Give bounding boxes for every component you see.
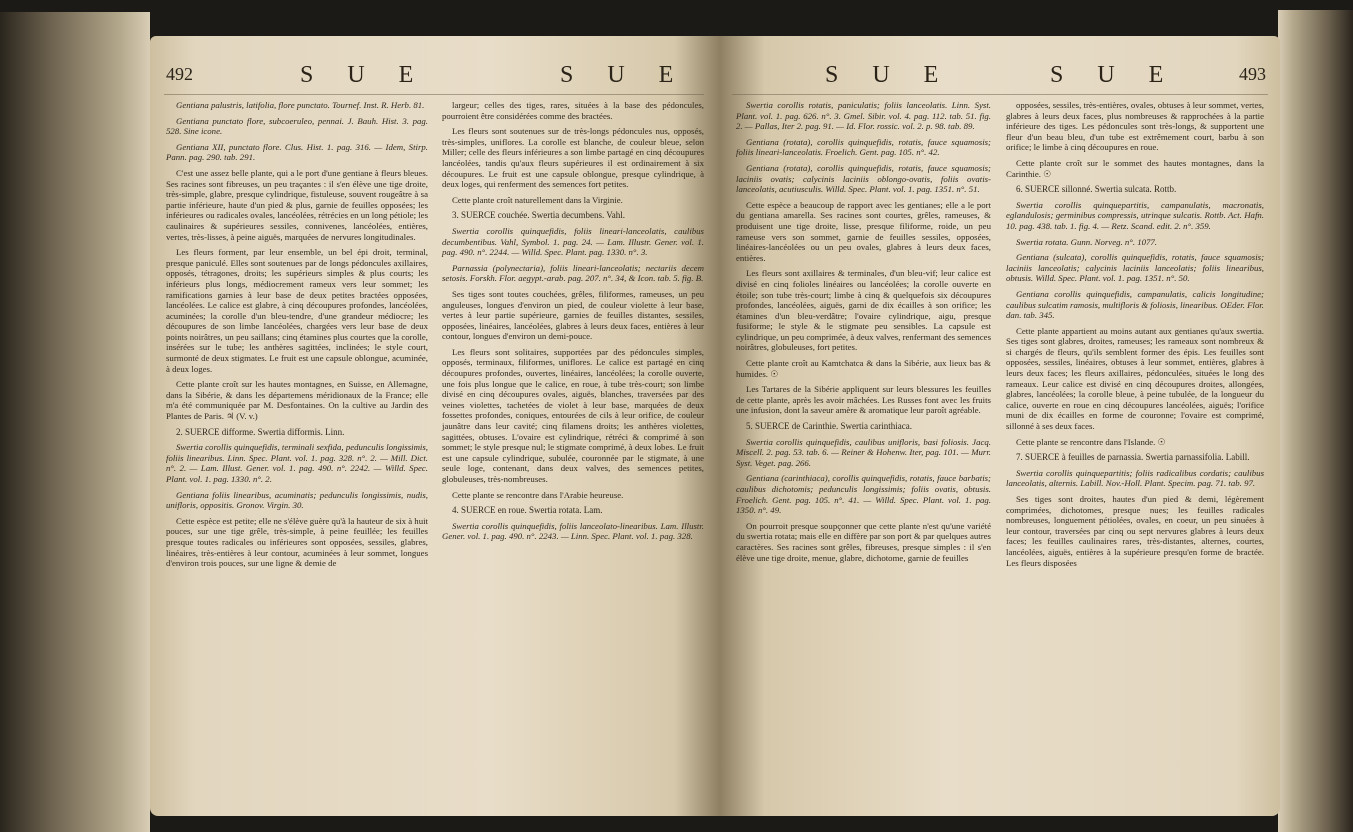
- paragraph: Cette plante croît sur les hautes montagnes, en Suisse, en Allemagne, dans la Sibérie, & dans les départemens méridionaux de la France; elle m'a été communiquée par M. Desfontaines. On la cultive au Jardin des Plantes de Paris. ♃ (V. v.): [166, 379, 428, 422]
- paragraph: Swertia corollis quinquefidis, foliis lanceolato-linearibus. Lam. Illustr. Gener. vol. 1. pag. 490. n°. 2243. — Linn. Spec. Plant. vol. 1. pag. 328.: [442, 520, 704, 542]
- book-edge-left: [0, 12, 150, 832]
- paragraph: Gentiana XII, punctato flore. Clus. Hist. 1. pag. 316. — Idem, Stirp. Pann. pag. 290. tab. 291.: [166, 141, 428, 163]
- running-head: S U E: [300, 62, 428, 88]
- paragraph: On pourroit presque soupçonner que cette plante n'est qu'une variété du swertia rotata; mais elle en diffère par son port & par quelques autres caractères. Ses racines sont grêles, fibreuses, presque simples : il s'en élève une tige droite, menue, glabre, dichotome, garnie de feuilles: [736, 520, 991, 563]
- paragraph: Swertia corollis quinquepartitis, campanulatis, macronatis, eglandulosis; germinibus compressis, utrinque sulcatis. Rottb. Act. Hafn. 10. pag. 438. tab. 1. fig. 4. — Retz. Scand. edit. 2. n°. 359.: [1006, 199, 1264, 231]
- paragraph: largeur; celles des tiges, rares, situées à la base des pédoncules, pourroient être considérées comme des bractées.: [442, 100, 704, 121]
- text-column: [1006, 100, 1264, 573]
- header-rule: [732, 94, 1268, 95]
- page-number-left: 492: [166, 64, 193, 84]
- paragraph: Les fleurs sont solitaires, supportées par des pédoncules simples, opposés, terminaux, filiformes, uniflores. Le calice est partagé en cinq découpures profondes, ouvertes, linéaires, lancéolées; la corolle ouverte, une fois plus longue que le calice, en roue, à tube très-court; son limbe divisé en cinq découpures ovales, aiguës, blanches, traversées par des veines violettes, tachetées de violet à leur base, marquées de deux fossettes profondes, coniques, entourées de cils à leur orifice, de couleur jaunâtre dans leur cavité; cinq filamens droits; les anthères violettes, sagittées, obtuses. L'ovaire est cylindrique, rétréci & comprimé à son sommet; le style presque nul; le stigmate comprimé, à deux lobes. Le fruit est une capsule cylindrique, subulée, couronnée par le stigmate, à une seule loge, contenant, dans deux valves, des semences petites, globuleuses, très-nombreuses.: [442, 346, 704, 484]
- paragraph: 7. SUERCE à feuilles de parnassia. Swertia parnassifolia. Labill.: [1016, 452, 1250, 463]
- paragraph: Gentiana (rotata), corollis quinquefidis, rotatis, fauce squamosis; foliis lineari-lanceolatis. Froelich. Gent. pag. 105. n°. 42.: [736, 136, 991, 158]
- paragraph: 2. SUERCE difforme. Swertia difformis. Linn.: [176, 426, 345, 437]
- paragraph: 3. SUERCE couchée. Swertia decumbens. Vahl.: [452, 210, 626, 221]
- paragraph: Cette plante croît sur le sommet des hautes montagnes, dans la Carinthie. ☉: [1006, 157, 1264, 179]
- paragraph: Gentiana (rotata), corollis quinquefidis, rotatis, fauce squamosis; laciniis ovatis; calycinis laciniis oblongo-ovatis, foliis ovatis-lanceolatis, acutiusculis. Willd. Spec. Plant. vol. 1. pag. 1351. n°. 51.: [736, 162, 991, 195]
- paragraph: Gentiana punctato flore, subcoeruleo, pennai. J. Bauh. Hist. 3. pag. 528. Sine icone.: [166, 115, 428, 137]
- right-page: [720, 36, 1280, 816]
- paragraph: Cette plante se rencontre dans l'Islande. ☉: [1016, 436, 1166, 447]
- paragraph: Gentiana (carinthiaca), corollis quinquefidis, rotatis, fauce barbatis; caulibus dichotomis; pedunculis longissimis; foliis ovatis, obtusis. Froelich. Gent. pag. 105. n°. 41. — Willd. Spec. Plant. vol. 1. pag. 1350. n°. 49.: [736, 473, 991, 516]
- text-column: [736, 100, 991, 568]
- paragraph: Swertia corollis quinquefidis, foliis lineari-lanceolatis, caulibus decumbentibus. Vahl, Symbol. 1. pag. 24. — Lam. Illustr. Gener. vol. 1. pag. 490. n°. 2244. — Willd. Spec. Plant. pag. 1330. n°. 3.: [442, 225, 704, 258]
- paragraph: 4. SUERCE en roue. Swertia rotata. Lam.: [452, 505, 603, 516]
- paragraph: Swertia corollis quinquepartitis; foliis radicalibus cordatis; caulibus lanceolatis, alternis. Labill. Nov.-Holl. Plant. Specim. pag. 71. tab. 97.: [1006, 467, 1264, 489]
- paragraph: Gentiana corollis quinquefidis, campanulatis, calicis longitudine; caulibus sulcatim ramosis, multifloris & foliosis, linearibus. OEder. Flor. dan. tab. 345.: [1006, 288, 1264, 321]
- paragraph: Gentiana (sulcata), corollis quinquefidis, rotatis, fauce squamosis; laciniis lanceolatis; calycinis laciniis lanceolatis; foliis linearibus, obtusis. Willd. Spec. Plant. vol. 1. pag. 1351. n°. 50.: [1006, 252, 1264, 284]
- paragraph: 5. SUERCE de Carinthie. Swertia carinthiaca.: [746, 421, 912, 432]
- paragraph: Ses tiges sont toutes couchées, grêles, filiformes, rameuses, un peu anguleuses, longues d'environ un pied, de couleur violette à leur base, vertes à leur partie supérieure, garnies de feuilles distantes, sessiles, opposées, linéaires, lancéolées, glabres à leurs deux faces, entières à leur contour, longues d'environ un demi-pouce.: [442, 288, 704, 342]
- left-page: [150, 36, 720, 816]
- paragraph: Swertia corollis rotatis, paniculatis; foliis lanceolatis. Linn. Syst. Plant. vol. 1. pag. 626. n°. 3. Gmel. Sibir. vol. 4. pag. 112. tab. 51. fig. 2. — Pallas, Iter 2. pag. 91. — Id. Flor. rossic. vol. 2. p. 98. tab. 89.: [736, 100, 991, 132]
- page-number-right: 493: [1239, 64, 1266, 84]
- open-book: [150, 18, 1290, 830]
- text-column: [166, 100, 428, 574]
- paragraph: Cette plante se rencontre dans l'Arabie heureuse.: [452, 489, 624, 500]
- paragraph: Cette plante croît au Kamtchatca & dans la Sibérie, aux lieux bas & humides. ☉: [736, 358, 991, 379]
- paragraph: Les fleurs sont soutenues sur de très-longs pédoncules nus, opposés, très-simples, uniflores. La corolle est blanche, de couleur bleue, selon Miller; celle des fleurs inférieures a son limbe partagé en cinq découpures lancéolées, tandis qu'aux fleurs supérieures il est ordinairement à six découpures. Le fruit est une capsule oblongue, presque cylindrique, à deux loges, qui renferment des semences fort petites.: [442, 126, 704, 190]
- paragraph: Gentiana palustris, latifolia, flore punctato. Tournef. Inst. R. Herb. 81.: [176, 100, 425, 110]
- paragraph: Les fleurs forment, par leur ensemble, un bel épi droit, terminal, presque paniculé. Elles sont soutenues par de longs pédoncules axillaires, opposés, tétragones, droits; les supérieurs simples & plus courts; les inférieurs plus longs, médiocrement rameux vers leur sommet; les ramifications garnies à leur base de deux petites bractées opposées, lancéolées. Le calice est glabre, à cinq découpures profondes, lancéolées, acuminées; la corolle d'un bleu-tendre, d'une grandeur médiocre; les découpures de son limbe lancéolées, chargées vers leur base de deux points noirâtres, un peu saillans; cinq étamines plus courtes que la corolle, insérées sur le tube; les anthères sagittées, inclinées; le style court, surmonté de deux stigmates. Le fruit est une capsule oblongue, acuminée, à deux loges.: [166, 247, 428, 374]
- paragraph: Les Tartares de la Sibérie appliquent sur leurs blessures les feuilles de cette plante, après les avoir mâchées. Les Russes font avec les fruits une infusion, dont la saveur amère & aromatique leur paroît agréable.: [736, 384, 991, 416]
- paragraph: Swertia corollis quinquefidis, terminali sexfida, pedunculis longissimis, foliis linearibus. Linn. Spec. Plant. vol. 1. pag. 328. n°. 2. — Mill. Dict. n°. 2. — Lam. Illust. Gener. vol. 1. pag. 490. n°. 2242. — Willd. Spec. Plant. vol. 1. pag. 1330. n°. 2.: [166, 442, 428, 484]
- paragraph: Swertia rotata. Gunn. Norveg. n°. 1077.: [1016, 236, 1158, 247]
- running-head: S U E: [560, 62, 688, 88]
- paragraph: Cette espèce est petite; elle ne s'élève guère qu'à la hauteur de six à huit pouces, sur une tige grêle, très-simple, à peine feuillée; les feuilles presque toutes radicales ou inférieures sont opposées, sessiles, glabres, linéaires, très-entières à leur contour, acuminées à leur sommet, longues d'environ trois pouces, sur une ligne & demie de: [166, 515, 428, 569]
- running-head: S U E: [825, 62, 953, 88]
- paragraph: Cette plante croît naturellement dans la Virginie.: [452, 194, 623, 205]
- paragraph: Les fleurs sont axillaires & terminales, d'un bleu-vif; leur calice est divisé en cinq folioles linéaires ou lancéolées; la corolle ouverte en étoile; son tube très-court; limbe à cinq & quelquefois six découpures profondes, lancéolées, aiguës, garni de dix écailles à son orifice; les étamines d'un bleu-verdâtre; l'ovaire cylindrique, aigu, presque fusiforme; le style & le stigmate peu sensibles. La capsule est cylindrique, un peu comprimée, à deux valves, renfermant des semences noirâtres, globuleuses, fort petites.: [736, 268, 992, 353]
- paragraph: Cette plante appartient au moins autant aux gentianes qu'aux swertia. Ses tiges sont glabres, droites, rameuses; les rameaux sont nombreux & si chargés de fleurs, qu'ils semblent former des épis. Les feuilles sont opposées, sessiles, linéaires, obtuses à leur sommet, entières, glabres à leurs deux faces; les fleurs axillaires, pédonculées, situées le long des rameaux. Leur calice est divisé en cinq découpures droites, allongées, glabres, lancéolées; la corolle bleue, à peine tubulée, de la longueur du calice, ouverte en roue en cinq découpures lancéolées, aiguës; l'orifice muni de dix écailles en forme de couronne; l'ovaire est comprimé, sillonné à ses deux faces.: [1006, 325, 1264, 432]
- paragraph: Ses tiges sont droites, hautes d'un pied & demi, légèrement comprimées, dichotomes, presque nues; les feuilles radicales nombreuses, longuement pétiolées, ovales, en coeur, un peu sinuées à leur contour, traversées par cinq ou sept nervures glabres à leurs deux faces; les feuilles caulinaires rares, très-distantes, alternes, courtes, lancéolées, aiguës, entières à la supérieure presqu'en forme de bractée. Les fleurs disposées: [1006, 494, 1264, 568]
- running-head: S U E: [1050, 62, 1178, 88]
- paragraph: Cette espèce a beaucoup de rapport avec les gentianes; elle a le port du gentiana amarella. Ses racines sont courtes, grêles, rameuses, & produisent une tige droite, lisse, presque filiforme, roide, un peu rameuse vers son sommet, garnie de feuilles sessiles, opposées, linéaires-lancéolées ou un peu ovales, glabres à leurs deux faces, entières.: [736, 199, 991, 263]
- paragraph: Parnassia (polynectaria), foliis lineari-lanceolatis; nectariis decem setosis. Forskh. Flor. aegypt.-arab. pag. 207. n°. 34, & Icon. tab. 5. fig. B.: [442, 262, 704, 284]
- paragraph: Swertia corollis quinquefidis, caulibus unifloris, basi foliosis. Jacq. Miscell. 2. pag. 53. tab. 6. — Reiner & Hohenw. Iter, pag. 101. — Murr. Syst. Veget. pag. 266.: [736, 436, 991, 468]
- paragraph: Gentiana foliis linearibus, acuminatis; pedunculis longissimis, nudis, unifloris, oppositis. Gronov. Virgin. 30.: [166, 489, 428, 511]
- paragraph: 6. SUERCE sillonné. Swertia sulcata. Rottb.: [1016, 184, 1177, 195]
- text-column: [442, 100, 704, 547]
- paragraph: C'est une assez belle plante, qui a le port d'une gentiane à fleurs bleues. Ses racines sont fibreuses, un peu traçantes : il s'en élève une tige droite, très-simple, glabre, presque cylindrique, fistuleuse, souvent rougeâtre à sa partie inférieure, haute d'un pied & plus, garnie de feuilles opposées; les inférieures ou radicales ovales, lancéolées, rétrécies en un long pétiole; les caulinaires & supérieures sessiles, connivenes, lancéolées, entières, vertes, très-lisses, à peine aiguës, marquées de nervures longitudinales.: [166, 167, 428, 242]
- header-rule: [164, 94, 704, 95]
- paragraph: opposées, sessiles, très-entières, ovales, obtuses à leur sommet, vertes, glabres à leurs deux faces, plus nombreuses & rapprochées à la partie inférieure des tiges. Les pédoncules sont très-longs, & supportent une fleur d'un beau bleu, d'un tube est extrêmement court, barbu à son orifice; le limbe à cinq découpures en roue.: [1006, 100, 1264, 153]
